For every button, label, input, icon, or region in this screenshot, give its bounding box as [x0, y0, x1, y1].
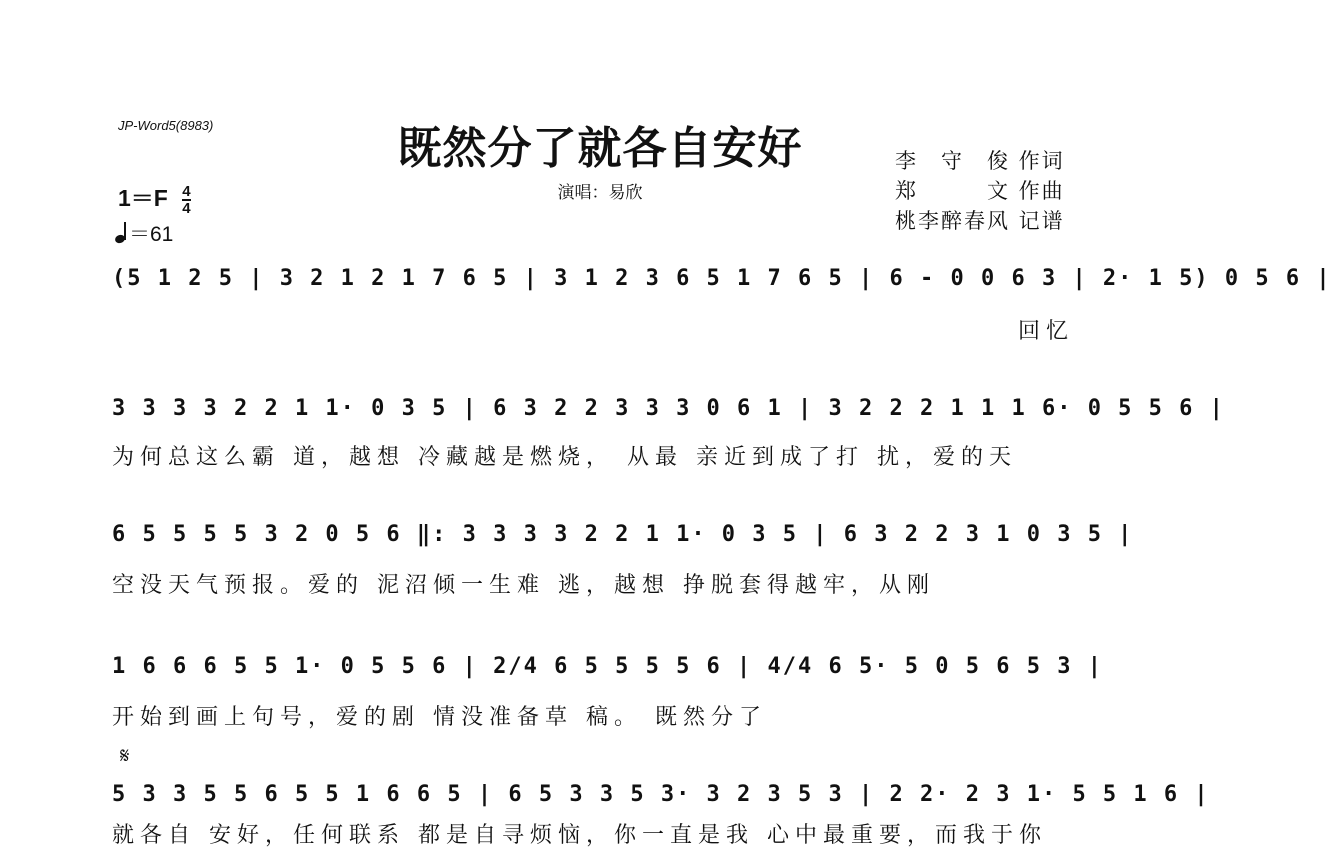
song-title: 既然分了就各自安好 — [397, 123, 803, 174]
composer-credit: 郑 文 作曲 — [895, 179, 1065, 203]
tempo-marking — [115, 218, 173, 248]
time-signature — [182, 184, 190, 216]
transcriber-credit: 桃李醉春风 记谱 — [895, 209, 1065, 233]
lyric-line-2: 为何总这么霸 道，越想 冷藏越是燃烧， 从最 亲近到成了打 扰，爱的天 — [112, 445, 1017, 470]
key-label: 1＝F — [118, 185, 168, 211]
notation-line-1: (5 1 2 5 | 3 2 1 2 1 7 6 5 | 3 1 2 3 6 5 1 7 6 5 | 6 - 0 0 6 3 | 2· 1 5) 0 5 6 | — [112, 266, 1332, 291]
credits-block — [895, 146, 1065, 236]
key-signature — [118, 180, 191, 216]
time-top: 4 — [182, 182, 191, 200]
lyric-line-4: 开始到画上句号，爱的剧 情没准备草 稿。 既然分了 — [112, 705, 767, 730]
notation-line-4: 1 6 6 6 5 5 1· 0 5 5 6 | 2/4 6 5 5 5 5 6 | 4/4 6 5· 5 0 5 6 5 3 | — [112, 654, 1103, 679]
notation-line-2: 3 3 3 3 2 2 1 1· 0 3 5 | 6 3 2 2 3 3 3 0 6 1 | 3 2 2 2 1 1 1 6· 0 5 5 6 | — [112, 396, 1225, 421]
notation-line-5: 5 3 3 5 5 6 5 5 1 6 6 5 | 6 5 3 3 5 3· 3 2 3 5 3 | 2 2· 2 3 1· 5 5 1 6 | — [112, 782, 1210, 807]
lyric-line-1: 回忆 — [1018, 319, 1075, 344]
time-bottom: 4 — [182, 199, 191, 217]
software-label: JP-Word5(8983) — [118, 118, 214, 133]
tempo-value: ＝61 — [129, 223, 174, 246]
quarter-note-icon — [115, 221, 129, 243]
lyricist-credit: 李 守 俊 作词 — [895, 149, 1065, 173]
segno-sign: 𝄋 — [120, 744, 130, 769]
notation-line-3: 6 5 5 5 5 3 2 0 5 6 ‖: 3 3 3 3 2 2 1 1· 0 3 5 | 6 3 2 2 3 1 0 3 5 | — [112, 522, 1134, 547]
singer-credit: 演唱：易欣 — [557, 183, 643, 203]
lyric-line-5: 就各自 安好，任何联系 都是自寻烦恼，你一直是我 心中最重要，而我于你 — [112, 823, 1047, 848]
lyric-line-3: 空没天气预报。爱的 泥沼倾一生难 逃，越想 挣脱套得越牢，从刚 — [112, 573, 935, 598]
